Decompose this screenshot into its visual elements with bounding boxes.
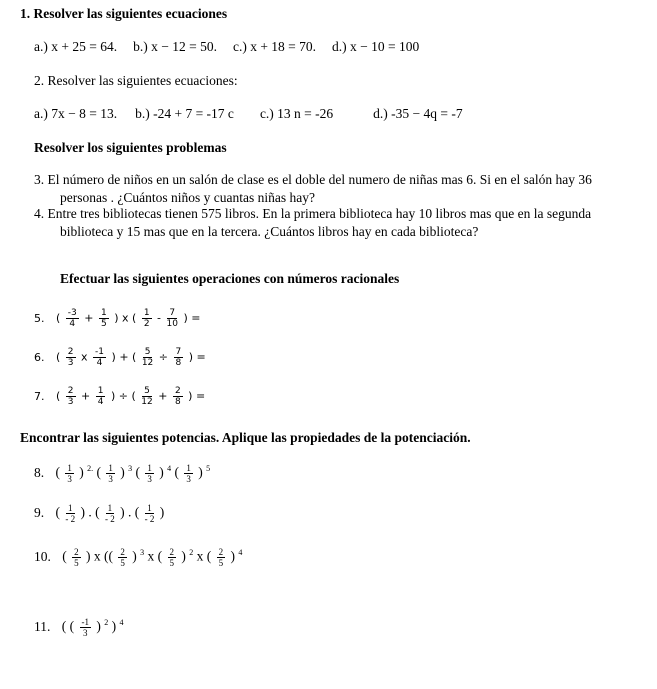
numerator: 1 bbox=[186, 463, 191, 473]
exercise-9 bbox=[34, 503, 164, 524]
operator: ) = bbox=[179, 311, 201, 325]
exercise-10 bbox=[34, 547, 242, 568]
denominator: 5 bbox=[101, 319, 107, 329]
numerator: -1 bbox=[81, 617, 89, 627]
equation: c.) x + 18 = 70. bbox=[232, 39, 317, 54]
denominator: - 2 bbox=[65, 514, 76, 524]
equation: d.) x − 10 = 100 bbox=[332, 39, 420, 54]
fraction bbox=[106, 463, 115, 484]
section1-title: 1. Resolver las siguientes ecuaciones bbox=[20, 6, 228, 21]
exponent: 5 bbox=[206, 464, 211, 474]
exercise-number: 9. bbox=[34, 504, 48, 520]
operator: ) bbox=[116, 464, 129, 480]
exercise-number: 8. bbox=[34, 464, 48, 480]
denominator: 5 bbox=[169, 558, 174, 568]
denominator: 10 bbox=[166, 319, 178, 329]
operator: ( bbox=[62, 548, 71, 564]
denominator: 12 bbox=[141, 358, 154, 368]
operator: ( bbox=[55, 504, 64, 520]
numerator: 2 bbox=[120, 547, 125, 557]
exponent: 4 bbox=[119, 618, 124, 628]
problem-3-line2: personas . ¿Cuántos niños y cuantas niñas hay? bbox=[60, 190, 315, 205]
operator: x bbox=[77, 350, 92, 364]
powers-title: Encontrar las siguientes potencias. Aplique las propiedades de la potenciación. bbox=[20, 430, 471, 445]
rational-title: Efectuar las siguientes operaciones con números racionales bbox=[60, 271, 400, 286]
equation: b.) x − 12 = 50. bbox=[133, 39, 217, 54]
fraction bbox=[72, 547, 81, 568]
fraction bbox=[65, 503, 75, 524]
numerator: 1 bbox=[97, 386, 104, 396]
denominator: 4 bbox=[97, 397, 104, 407]
operator: ) + ( bbox=[108, 350, 140, 364]
fraction bbox=[145, 463, 154, 484]
operator: ) bbox=[108, 618, 120, 634]
operator: ) x (( bbox=[82, 548, 117, 564]
fraction bbox=[217, 547, 226, 568]
denominator: 4 bbox=[69, 319, 76, 329]
denominator: 8 bbox=[175, 358, 182, 368]
exercise-11 bbox=[34, 617, 124, 638]
operator: ) bbox=[194, 464, 207, 480]
exponent: 4 bbox=[167, 464, 172, 474]
operator: x ( bbox=[144, 548, 166, 564]
operator: + bbox=[80, 311, 97, 325]
numerator: 5 bbox=[144, 386, 150, 396]
numerator: 2 bbox=[174, 386, 181, 396]
denominator: 4 bbox=[96, 358, 103, 368]
fraction bbox=[142, 347, 153, 368]
problem-4-line2: biblioteca y 15 mas que en la tercera. ¿Cuántos libros hay en cada biblioteca? bbox=[60, 224, 479, 239]
denominator: 5 bbox=[120, 558, 125, 568]
operator: x ( bbox=[193, 548, 215, 564]
numerator: 1 bbox=[68, 503, 73, 513]
denominator: 3 bbox=[67, 474, 72, 484]
operator: ) x ( bbox=[110, 311, 140, 325]
exercise-7 bbox=[34, 386, 205, 407]
fraction bbox=[184, 463, 193, 484]
operator: ÷ bbox=[155, 350, 172, 364]
fraction bbox=[168, 547, 177, 568]
equation: a.) x + 25 = 64. bbox=[34, 39, 118, 54]
operator: ( bbox=[132, 464, 144, 480]
numerator: 1 bbox=[108, 463, 113, 473]
operator: ) bbox=[155, 464, 168, 480]
exercise-number: 7. bbox=[34, 389, 48, 403]
numerator: 2 bbox=[169, 547, 174, 557]
fraction bbox=[96, 386, 106, 407]
denominator: - 2 bbox=[144, 514, 155, 524]
operator: ) = bbox=[185, 350, 206, 364]
denominator: 3 bbox=[67, 358, 74, 368]
denominator: 8 bbox=[174, 397, 181, 407]
fraction bbox=[66, 347, 76, 368]
numerator: 5 bbox=[144, 347, 151, 357]
exponent: 3 bbox=[128, 464, 133, 474]
fraction bbox=[118, 547, 127, 568]
denominator: 3 bbox=[83, 628, 88, 638]
operator: + bbox=[154, 389, 171, 403]
denominator: 5 bbox=[218, 558, 224, 568]
numerator: -1 bbox=[95, 347, 105, 357]
exponent: 2. bbox=[87, 464, 94, 474]
operator: ) bbox=[75, 464, 88, 480]
numerator: 1 bbox=[147, 503, 152, 513]
operator: ) bbox=[178, 548, 190, 564]
exercise-number: 5. bbox=[34, 311, 48, 325]
operator: ) bbox=[128, 548, 141, 564]
operator: ) bbox=[227, 548, 239, 564]
exercise-8 bbox=[34, 463, 210, 484]
equation: b.) -24 + 7 = -17 c bbox=[135, 106, 234, 121]
numerator: -3 bbox=[67, 308, 77, 318]
operator: - bbox=[153, 311, 165, 325]
operator: ( ( bbox=[61, 618, 78, 634]
operator: ( bbox=[56, 350, 64, 364]
operator: ) bbox=[93, 618, 105, 634]
equation: c.) 13 n = -26 bbox=[259, 106, 334, 121]
exercise-5 bbox=[34, 308, 201, 329]
exponent: 2 bbox=[189, 548, 194, 558]
denominator: - 2 bbox=[105, 514, 115, 524]
exercise-number: 10. bbox=[34, 548, 55, 564]
numerator: 2 bbox=[218, 547, 224, 557]
denominator: 3 bbox=[67, 397, 74, 407]
operator: + bbox=[77, 389, 94, 403]
equation: a.) 7x − 8 = 13. bbox=[34, 106, 118, 121]
denominator: 3 bbox=[108, 474, 113, 484]
fraction bbox=[93, 347, 106, 368]
fraction bbox=[145, 503, 155, 524]
operator: ) ÷ ( bbox=[107, 389, 140, 403]
fraction bbox=[142, 308, 152, 329]
exponent: 3 bbox=[140, 548, 145, 558]
section2-items bbox=[34, 106, 479, 122]
numerator: 7 bbox=[169, 308, 176, 318]
numerator: 1 bbox=[67, 463, 72, 473]
fraction bbox=[65, 463, 74, 484]
denominator: 3 bbox=[147, 474, 152, 484]
fraction bbox=[99, 308, 109, 329]
operator: ( bbox=[56, 311, 64, 325]
exponent: 2 bbox=[104, 618, 109, 628]
exponent: 4 bbox=[238, 548, 243, 558]
fraction bbox=[167, 308, 178, 329]
denominator: 12 bbox=[141, 397, 153, 407]
numerator: 1 bbox=[107, 503, 113, 513]
fraction bbox=[80, 617, 92, 638]
operator: ) bbox=[156, 504, 165, 520]
problem-4-line1: 4. Entre tres bibliotecas tienen 575 libros. En la primera biblioteca hay 10 libros mas que en la segunda bbox=[34, 206, 592, 221]
fraction bbox=[173, 386, 183, 407]
numerator: 2 bbox=[67, 386, 74, 396]
denominator: 5 bbox=[74, 558, 79, 568]
numerator: 2 bbox=[74, 547, 79, 557]
exercise-6 bbox=[34, 347, 206, 368]
operator: ( bbox=[93, 464, 105, 480]
operator: ) . ( bbox=[77, 504, 103, 520]
section2-title: 2. Resolver las siguientes ecuaciones: bbox=[34, 73, 238, 88]
problems-title: Resolver los siguientes problemas bbox=[34, 140, 227, 155]
section1-items bbox=[34, 39, 435, 55]
equation: d.) -35 − 4q = -7 bbox=[373, 106, 463, 121]
operator: ) = bbox=[184, 389, 206, 403]
denominator: 3 bbox=[186, 474, 191, 484]
fraction bbox=[141, 386, 152, 407]
numerator: 1 bbox=[143, 308, 150, 318]
fraction bbox=[66, 386, 76, 407]
numerator: 1 bbox=[101, 308, 107, 318]
operator: ( bbox=[171, 464, 183, 480]
problem-3-line1: 3. El número de niños en un salón de clase es el doble del numero de niñas mas 6. Si en el salón hay 36 bbox=[34, 172, 592, 187]
numerator: 2 bbox=[67, 347, 74, 357]
operator: ( bbox=[56, 389, 64, 403]
fraction bbox=[105, 503, 115, 524]
operator: ) . ( bbox=[116, 504, 143, 520]
exercise-number: 11. bbox=[34, 618, 54, 634]
fraction bbox=[174, 347, 184, 368]
numerator: 1 bbox=[147, 463, 152, 473]
operator: ( bbox=[55, 464, 64, 480]
denominator: 2 bbox=[143, 319, 150, 329]
exercise-number: 6. bbox=[34, 350, 48, 364]
numerator: 7 bbox=[175, 347, 182, 357]
fraction bbox=[66, 308, 79, 329]
